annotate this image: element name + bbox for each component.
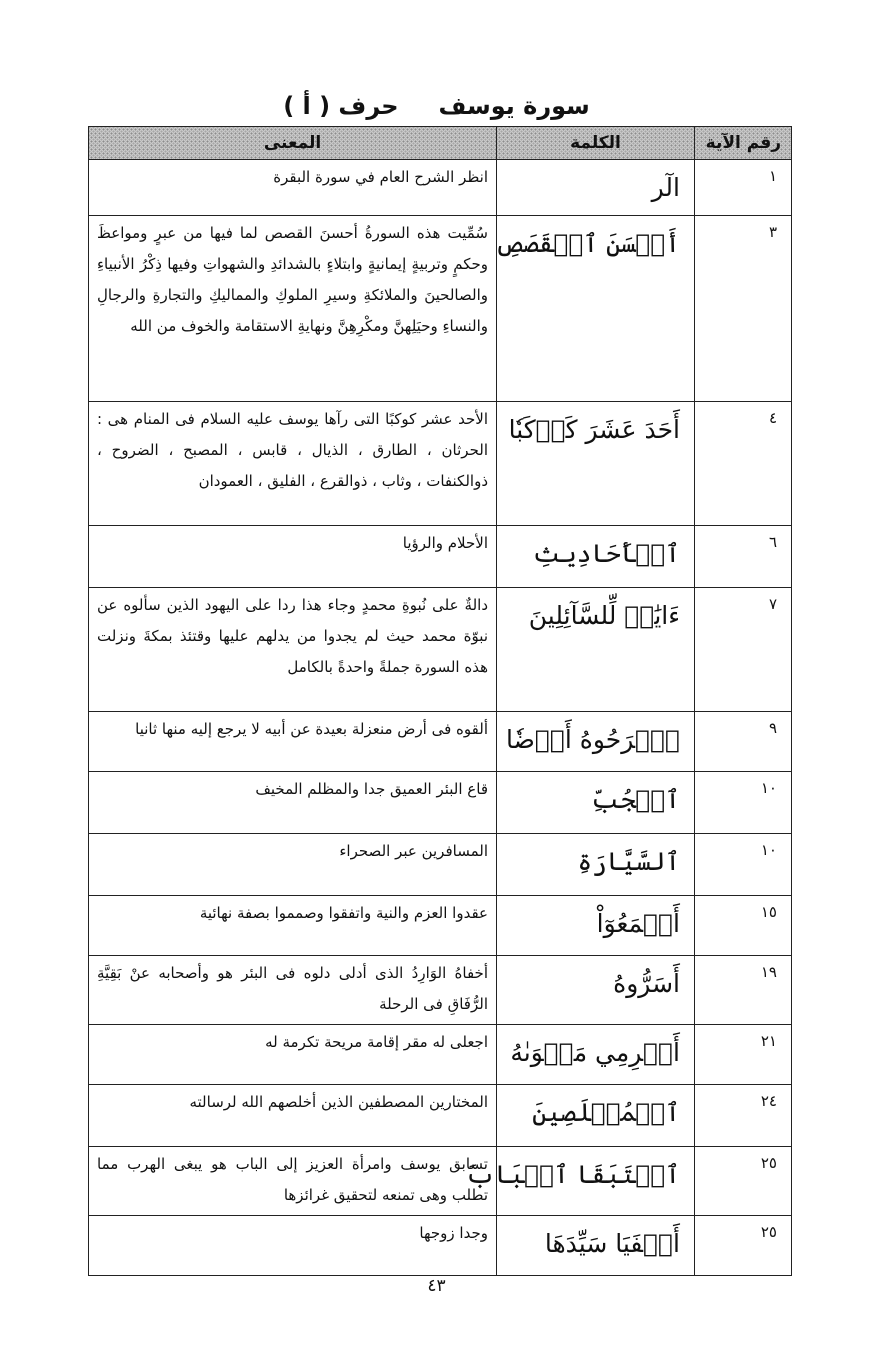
verse-number: ٤	[695, 402, 792, 526]
word-meaning: أخفاهُ الوَارِدُ الذى أدلى دلوه فى البئر هو وأصحابه عنْ بَقِيَّةِ الرُّفَاقِ فى الرحلة	[89, 956, 497, 1025]
table-row	[89, 160, 792, 216]
quran-word: ٱلۡمُخۡلَصِينَ	[497, 1085, 695, 1147]
quran-word: ٱلۡجُبِّ	[497, 772, 695, 834]
table-row	[89, 896, 792, 956]
verse-number: ٢٤	[695, 1085, 792, 1147]
quran-word: أَجۡمَعُوٓاْ	[497, 896, 695, 956]
letter-title: حرف ( أ )	[283, 92, 399, 120]
verse-number: ١٠	[695, 772, 792, 834]
word-meaning: المختارين المصطفين الذين أخلصهم الله لرسالته	[89, 1085, 497, 1147]
verse-number: ١٩	[695, 956, 792, 1025]
quran-word: أَلۡفَيَا سَيِّدَهَا	[497, 1216, 695, 1276]
quran-word: أَسَرُّوهُ	[497, 956, 695, 1025]
table-row	[89, 1147, 792, 1216]
glossary-table	[88, 126, 792, 1276]
page-title	[0, 88, 873, 124]
verse-number: ٧	[695, 588, 792, 712]
word-meaning: عقدوا العزم والنية واتفقوا وصمموا بصفة نهائية	[89, 896, 497, 956]
word-meaning: الأحلام والرؤيا	[89, 526, 497, 588]
verse-number: ١٠	[695, 834, 792, 896]
word-meaning: اجعلى له مقر إقامة مريحة تكرمة له	[89, 1025, 497, 1085]
word-meaning: ألقوه فى أرض منعزلة بعيدة عن أبيه لا يرجع إليه منها ثانيا	[89, 712, 497, 772]
table-row	[89, 216, 792, 402]
table-row	[89, 588, 792, 712]
quran-word: ٱسۡتَبَقَا ٱلۡبَابَ	[497, 1147, 695, 1216]
quran-word: ٱلۡأَحَادِيثِ	[497, 526, 695, 588]
verse-number: ١٥	[695, 896, 792, 956]
word-meaning: سُمِّيت هذه السورةُ أحسنَ القصص لما فيها من عبرٍ ومواعظَ وحكمٍ وتربيةٍ إيمانيةٍ وابتلاءٍ بالشدائدِ والشهواتِ وفيها ذِكْرُ الأنبياءِ والصالحينَ والملائكةِ وسيرِ الملوكِ والمماليكِ والتجارةِ والرجالِ والنساءِ وحيَلِهنَّ ومكْرِهِنَّ ونهايةِ الاستقامة والخوف من الله	[89, 216, 497, 402]
table-row	[89, 526, 792, 588]
surah-title: سورة يوسف	[438, 92, 590, 120]
column-header-meaning: المعنى	[89, 127, 497, 160]
quran-word: ءَايَٰتٞ لِّلسَّآئِلِينَ	[497, 588, 695, 712]
verse-number: ١	[695, 160, 792, 216]
verse-number: ٢٥	[695, 1147, 792, 1216]
table-row	[89, 1025, 792, 1085]
table-row	[89, 1085, 792, 1147]
verse-number: ٦	[695, 526, 792, 588]
table-row	[89, 772, 792, 834]
word-meaning: انظر الشرح العام في سورة البقرة	[89, 160, 497, 216]
table-row	[89, 402, 792, 526]
word-meaning: وجدا زوجها	[89, 1216, 497, 1276]
quran-word: ٱلسَّيَّارَةِ	[497, 834, 695, 896]
verse-number: ٢٥	[695, 1216, 792, 1276]
word-meaning: قاع البئر العميق جدا والمظلم المخيف	[89, 772, 497, 834]
page-number: ٤٣	[427, 1276, 446, 1296]
word-meaning: الأحد عشر كوكبًا التى رآها يوسف عليه السلام فى المنام هى : الحرثان ، الطارق ، الذيال ، قابس ، المصبح ، الضروح ، ذوالكنفات ، وثاب ، ذوالقرع ، الفليق ، العمودان	[89, 402, 497, 526]
word-meaning: المسافرين عبر الصحراء	[89, 834, 497, 896]
quran-word: أَكۡرِمِي مَثۡوَىٰهُ	[497, 1025, 695, 1085]
table-row	[89, 712, 792, 772]
quran-word: أَحۡسَنَ ٱلۡقَصَصِ	[497, 216, 695, 402]
table-header	[89, 127, 792, 160]
verse-number: ٩	[695, 712, 792, 772]
column-header-word: الكلمة	[497, 127, 695, 160]
verse-number: ٣	[695, 216, 792, 402]
quran-word: أَحَدَ عَشَرَ كَوۡكَبٗا	[497, 402, 695, 526]
table-row	[89, 1216, 792, 1276]
verse-number: ٢١	[695, 1025, 792, 1085]
column-header-verse: رقم الآية	[695, 127, 792, 160]
quran-word: الٓر	[497, 160, 695, 216]
table-header-row	[89, 127, 792, 160]
table-row	[89, 834, 792, 896]
word-meaning: دالةٌ على نُبوةِ محمدٍ وجاء هذا ردا على اليهود الذين سألوه عن نبوّة محمد حيث لم يجدوا من يدلهم عليها وقتئذ بمكةَ ونزلت هذه السورة جملةً واحدةً بالكامل	[89, 588, 497, 712]
table-body	[89, 160, 792, 1276]
quran-word: ٱطۡرَحُوهُ أَرۡضٗا	[497, 712, 695, 772]
word-meaning: تسابق يوسف وامرأة العزيز إلى الباب هو يبغى الهرب مما تطلب وهى تمنعه لتحقيق غرائزها	[89, 1147, 497, 1216]
table-row	[89, 956, 792, 1025]
